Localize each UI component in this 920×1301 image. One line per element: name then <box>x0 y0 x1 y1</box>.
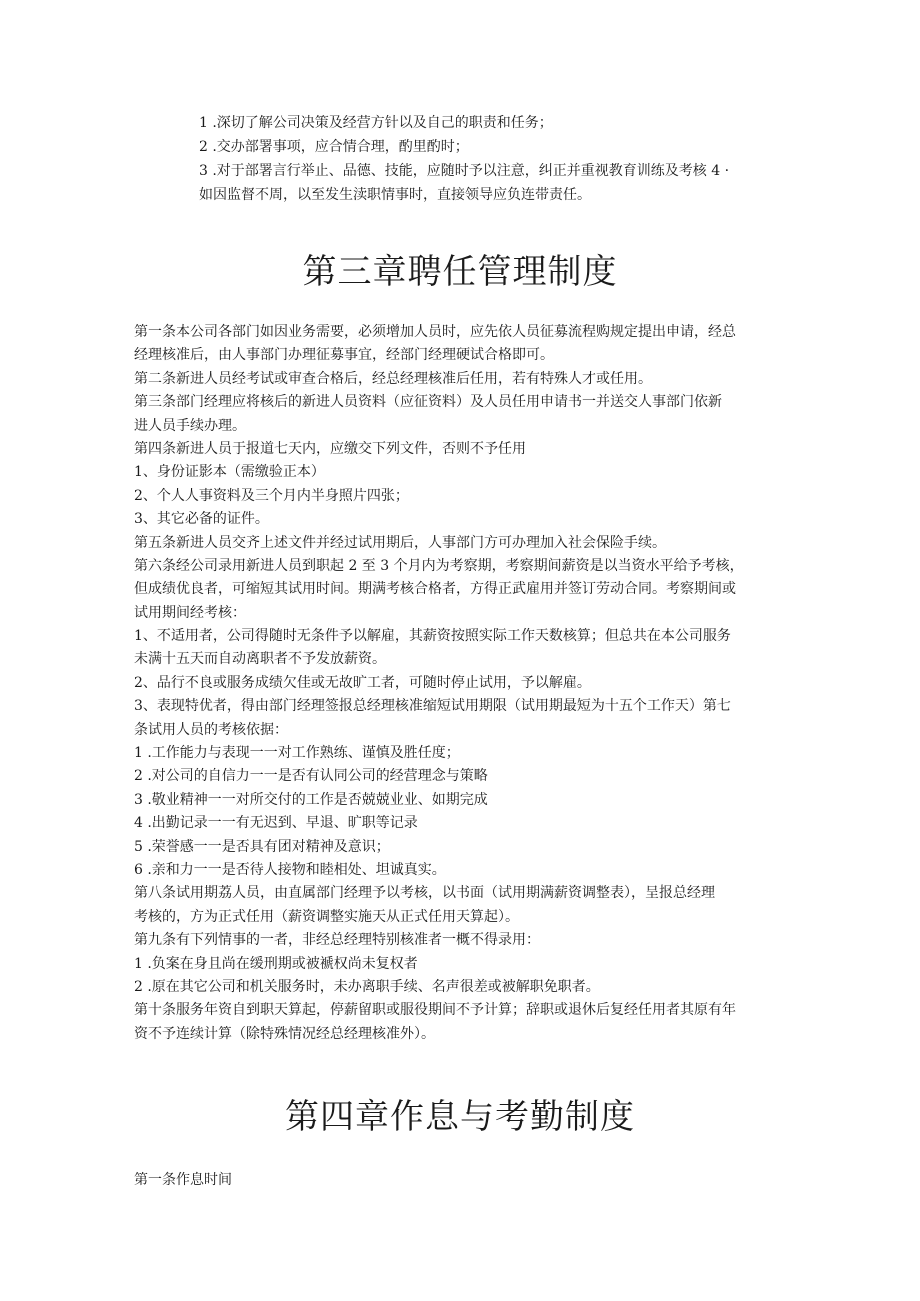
text-line: 2、品行不良或服务成绩欠佳或无故旷工者，可随时停止试用，予以解雇。 <box>134 674 591 691</box>
text-line: 第八条试用期荔人员，由直属部门经理予以考核，以书面（试用期满薪资调整表），呈报总经理 <box>134 885 715 902</box>
text-line: 第九条有下列情事的一者，非经总经理特别核准者一概不得录用： <box>134 932 540 949</box>
chapter-4-body <box>134 1169 790 1192</box>
text-line: 第四条新进人员于报道七天内，应缴交下列文件，否则不予任用 <box>134 440 526 457</box>
intro-item: 1 .深切了解公司决策及经营方针以及自己的职责和任务； <box>199 115 553 131</box>
text-line: 2、个人人事资料及三个月内半身照片四张； <box>134 487 409 504</box>
text-line: 6 .亲和力一一是否待人接物和睦相处、坦诚真实。 <box>134 861 446 878</box>
text-line: 1 .负案在身且尚在缓刑期或被褫权尚未复权者 <box>134 955 418 972</box>
text-line: 资不予连续计算（除特殊情况经总经理核准外）。 <box>134 1025 435 1042</box>
intro-list <box>199 111 799 207</box>
text-line: 第五条新进人员交齐上述文件并经过试用期后，人事部门方可办理加入社会保险手续。 <box>134 534 666 551</box>
intro-item: 3 .对于部署言行举止、品德、技能，应随时予以注意，纠正并重视教育训练及考核 4 · <box>199 163 730 179</box>
text-line: 第二条新进人员经考试或审查合格后，经总经理核准后任用，若有特殊人才或任用。 <box>134 370 652 387</box>
text-line: 进人员手续办理。 <box>134 417 246 434</box>
text-line: 第三条部门经理应将核后的新进人员资料（应征资料）及人员任用申请书一并送交人事部门依新 <box>134 394 722 411</box>
text-line: 经理核准后，由人事部门办理征募事宜，经部门经理硬试合格即可。 <box>134 347 554 364</box>
text-line: 1、身份证影本（需缴验正本） <box>134 464 325 481</box>
text-line: 第一条作息时间 <box>134 1172 232 1188</box>
text-line: 3 .敬业精神一一对所交付的工作是否兢兢业业、如期完成 <box>134 791 488 808</box>
chapter-3-body <box>134 321 790 1046</box>
text-line: 但成绩优良者，可缩短其试用时间。期满考核合格者，方得正武雇用并签订劳动合同。考察期间或 <box>134 581 736 598</box>
text-line: 第六条经公司录用新进人员到职起 2 至 3 个月内为考察期，考察期间薪资是以当资水平给予考核， <box>134 557 744 574</box>
text-line: 第十条服务年资自到职天算起，停薪留职或服役期间不予计算；辞职或退休后复经任用者其原有年 <box>134 1002 736 1019</box>
text-line: 4 .出勤记录一一有无迟到、早退、旷职等记录 <box>134 815 418 832</box>
text-line: 2 .原在其它公司和机关服务时，未办离职手续、名声很差或被解职免职者。 <box>134 978 600 995</box>
text-line: 2 .对公司的自信力一一是否有认同公司的经营理念与策略 <box>134 768 488 785</box>
chapter-3-title: 第三章聘任管理制度 <box>302 252 618 292</box>
text-line: 1 .工作能力与表现一一对工作熟练、谨慎及胜任度； <box>134 745 460 762</box>
text-line: 3、其它必备的证件。 <box>134 511 269 528</box>
text-line: 5 .荣誉感一一是否具有团对精神及意识； <box>134 838 390 855</box>
text-line: 3、表现特优者，得由部门经理签报总经理核准缩短试用期限（试用期最短为十五个工作天）第七 <box>134 698 731 715</box>
text-line: 考核的，方为正式任用（薪资调整实施天从正式任用天算起）。 <box>134 908 519 925</box>
text-line: 第一条本公司各部门如因业务需要，必须增加人员时，应先依人员征募流程购规定提出申请，经总 <box>134 324 736 340</box>
text-line: 未满十五天而自动离职者不予发放薪资。 <box>134 651 386 668</box>
chapter-4-title: 第四章作息与考勤制度 <box>285 1097 635 1137</box>
intro-item: 2 .交办部署事项，应合情合理，酌里酌时； <box>199 139 469 155</box>
text-line: 1、不适用者，公司得随时无条件予以解雇，其薪资按照实际工作天数核算；但总共在本公司服务 <box>134 628 731 645</box>
text-line: 试用期间经考核： <box>134 604 246 621</box>
intro-item: 如因监督不周，以至发生渎职情事时，直接领导应负连带责任。 <box>199 187 591 203</box>
text-line: 条试用人员的考核依据： <box>134 721 288 738</box>
